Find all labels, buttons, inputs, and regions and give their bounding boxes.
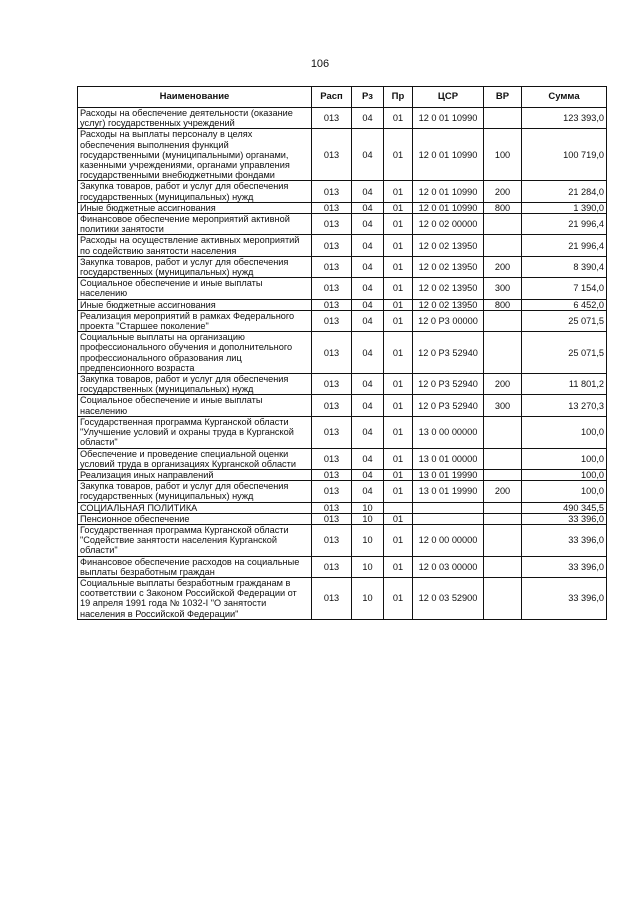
cell-name: Расходы на выплаты персоналу в целях обеспечения выполнения функций государственными (муниципальными) органами, казенными учреждениями, органами управления государственными внебюджетными фондами (78, 129, 312, 181)
cell-vr (484, 469, 522, 480)
cell-vr (484, 332, 522, 374)
cell-csr: 12 0 02 13950 (413, 256, 484, 277)
cell-name: Закупка товаров, работ и услуг для обеспечения государственных (муниципальных) нужд (78, 256, 312, 277)
cell-pr: 01 (384, 202, 413, 213)
page-number: 106 (310, 58, 330, 70)
cell-pr: 01 (384, 129, 413, 181)
budget-table (77, 86, 607, 620)
cell-pr: 01 (384, 481, 413, 502)
column-header-csr: ЦСР (413, 87, 484, 108)
column-header-rz: Рз (352, 87, 384, 108)
cell-sum: 33 396,0 (522, 524, 607, 556)
cell-csr (413, 502, 484, 513)
cell-rasp: 013 (312, 214, 352, 235)
cell-vr (484, 513, 522, 524)
table-row (78, 299, 607, 310)
cell-pr: 01 (384, 278, 413, 299)
cell-rz: 04 (352, 395, 384, 416)
cell-pr: 01 (384, 469, 413, 480)
cell-pr: 01 (384, 214, 413, 235)
cell-sum: 8 390,4 (522, 256, 607, 277)
cell-rz: 10 (352, 556, 384, 577)
cell-csr: 12 0 02 13950 (413, 278, 484, 299)
cell-rasp: 013 (312, 108, 352, 129)
cell-vr: 300 (484, 278, 522, 299)
cell-rasp: 013 (312, 524, 352, 556)
cell-vr (484, 556, 522, 577)
cell-sum: 100,0 (522, 469, 607, 480)
cell-rz: 10 (352, 502, 384, 513)
table-row (78, 524, 607, 556)
cell-sum: 21 996,4 (522, 214, 607, 235)
cell-pr: 01 (384, 332, 413, 374)
cell-name: Закупка товаров, работ и услуг для обеспечения государственных (муниципальных) нужд (78, 181, 312, 202)
table-row (78, 481, 607, 502)
table-row (78, 577, 607, 619)
cell-vr (484, 214, 522, 235)
cell-name: Социальное обеспечение и иные выплаты населению (78, 395, 312, 416)
cell-sum: 25 071,5 (522, 332, 607, 374)
cell-csr: 12 0 02 00000 (413, 214, 484, 235)
cell-rz: 04 (352, 481, 384, 502)
cell-csr: 12 0 P3 52940 (413, 395, 484, 416)
cell-csr (413, 513, 484, 524)
cell-sum: 21 284,0 (522, 181, 607, 202)
cell-rasp: 013 (312, 299, 352, 310)
cell-rz: 10 (352, 577, 384, 619)
table-row (78, 278, 607, 299)
cell-name: Закупка товаров, работ и услуг для обеспечения государственных (муниципальных) нужд (78, 374, 312, 395)
table-row (78, 513, 607, 524)
cell-name: Государственная программа Курганской области "Содействие занятости населения Курганской области" (78, 524, 312, 556)
cell-rz: 04 (352, 256, 384, 277)
cell-pr: 01 (384, 448, 413, 469)
cell-csr: 12 0 P3 00000 (413, 310, 484, 331)
cell-name: Реализация иных направлений (78, 469, 312, 480)
cell-csr: 12 0 03 00000 (413, 556, 484, 577)
cell-csr: 12 0 01 10990 (413, 181, 484, 202)
cell-rz: 04 (352, 469, 384, 480)
cell-rz: 04 (352, 181, 384, 202)
cell-pr: 01 (384, 256, 413, 277)
cell-rasp: 013 (312, 556, 352, 577)
cell-vr (484, 448, 522, 469)
cell-vr (484, 577, 522, 619)
cell-vr: 800 (484, 299, 522, 310)
cell-pr: 01 (384, 299, 413, 310)
table-row (78, 181, 607, 202)
cell-vr: 100 (484, 129, 522, 181)
cell-pr: 01 (384, 577, 413, 619)
cell-name: Расходы на осуществление активных мероприятий по содействию занятости населения (78, 235, 312, 256)
cell-sum: 6 452,0 (522, 299, 607, 310)
table-row (78, 202, 607, 213)
column-header-vr: ВР (484, 87, 522, 108)
table-row (78, 235, 607, 256)
cell-vr (484, 524, 522, 556)
cell-name: Иные бюджетные ассигнования (78, 299, 312, 310)
cell-pr: 01 (384, 395, 413, 416)
cell-name: Пенсионное обеспечение (78, 513, 312, 524)
table-row (78, 332, 607, 374)
cell-name: СОЦИАЛЬНАЯ ПОЛИТИКА (78, 502, 312, 513)
cell-rz: 04 (352, 332, 384, 374)
cell-sum: 33 396,0 (522, 513, 607, 524)
cell-sum: 100,0 (522, 416, 607, 448)
cell-csr: 12 0 01 10990 (413, 108, 484, 129)
cell-vr (484, 108, 522, 129)
cell-rz: 04 (352, 416, 384, 448)
cell-rz: 04 (352, 278, 384, 299)
cell-csr: 12 0 02 13950 (413, 299, 484, 310)
cell-name: Расходы на обеспечение деятельности (оказание услуг) государственных учреждений (78, 108, 312, 129)
cell-rasp: 013 (312, 577, 352, 619)
cell-pr: 01 (384, 181, 413, 202)
cell-name: Закупка товаров, работ и услуг для обеспечения государственных (муниципальных) нужд (78, 481, 312, 502)
cell-sum: 490 345,5 (522, 502, 607, 513)
cell-sum: 13 270,3 (522, 395, 607, 416)
cell-rasp: 013 (312, 513, 352, 524)
cell-rz: 04 (352, 214, 384, 235)
table-row (78, 374, 607, 395)
cell-name: Реализация мероприятий в рамках Федерального проекта "Старшее поколение" (78, 310, 312, 331)
cell-vr: 300 (484, 395, 522, 416)
table-row (78, 256, 607, 277)
cell-pr: 01 (384, 513, 413, 524)
cell-sum: 123 393,0 (522, 108, 607, 129)
cell-csr: 12 0 01 10990 (413, 202, 484, 213)
cell-rz: 10 (352, 513, 384, 524)
cell-vr: 200 (484, 256, 522, 277)
cell-sum: 100 719,0 (522, 129, 607, 181)
cell-vr (484, 235, 522, 256)
cell-pr: 01 (384, 108, 413, 129)
cell-vr (484, 502, 522, 513)
column-header-pr: Пр (384, 87, 413, 108)
cell-sum: 100,0 (522, 448, 607, 469)
table-row (78, 108, 607, 129)
cell-rasp: 013 (312, 278, 352, 299)
cell-sum: 21 996,4 (522, 235, 607, 256)
cell-rasp: 013 (312, 374, 352, 395)
cell-name: Социальные выплаты безработным гражданам в соответствии с Законом Российской Федерации от 19 апреля 1991 года № 1032-I "О занятости населения в Российской Федерации" (78, 577, 312, 619)
cell-sum: 1 390,0 (522, 202, 607, 213)
cell-csr: 12 0 01 10990 (413, 129, 484, 181)
cell-rasp: 013 (312, 395, 352, 416)
cell-rasp: 013 (312, 235, 352, 256)
cell-csr: 12 0 02 13950 (413, 235, 484, 256)
table-row (78, 416, 607, 448)
cell-rasp: 013 (312, 469, 352, 480)
cell-pr (384, 502, 413, 513)
cell-vr: 200 (484, 481, 522, 502)
cell-pr: 01 (384, 235, 413, 256)
table-row (78, 395, 607, 416)
cell-csr: 12 0 P3 52940 (413, 374, 484, 395)
cell-rasp: 013 (312, 502, 352, 513)
cell-name: Социальное обеспечение и иные выплаты населению (78, 278, 312, 299)
cell-rz: 04 (352, 448, 384, 469)
cell-csr: 13 0 01 00000 (413, 448, 484, 469)
table-row (78, 448, 607, 469)
cell-csr: 13 0 01 19990 (413, 469, 484, 480)
table-header-row (78, 87, 607, 108)
cell-vr (484, 416, 522, 448)
cell-pr: 01 (384, 416, 413, 448)
cell-csr: 12 0 03 52900 (413, 577, 484, 619)
cell-csr: 12 0 00 00000 (413, 524, 484, 556)
cell-sum: 11 801,2 (522, 374, 607, 395)
cell-rz: 10 (352, 524, 384, 556)
cell-name: Социальные выплаты на организацию профессионального обучения и дополнительного профессионального образования лиц предпенсионного возраста (78, 332, 312, 374)
cell-vr: 200 (484, 181, 522, 202)
cell-rasp: 013 (312, 416, 352, 448)
cell-name: Государственная программа Курганской области "Улучшение условий и охраны труда в Курганской области" (78, 416, 312, 448)
cell-rasp: 013 (312, 256, 352, 277)
cell-rasp: 013 (312, 448, 352, 469)
cell-name: Обеспечение и проведение специальной оценки условий труда в организациях Курганской области (78, 448, 312, 469)
cell-csr: 13 0 01 19990 (413, 481, 484, 502)
cell-rasp: 013 (312, 481, 352, 502)
cell-sum: 100,0 (522, 481, 607, 502)
cell-rz: 04 (352, 374, 384, 395)
cell-pr: 01 (384, 556, 413, 577)
cell-name: Финансовое обеспечение расходов на социальные выплаты безработным граждан (78, 556, 312, 577)
cell-rasp: 013 (312, 129, 352, 181)
cell-rz: 04 (352, 202, 384, 213)
cell-pr: 01 (384, 524, 413, 556)
cell-rz: 04 (352, 129, 384, 181)
table-row (78, 469, 607, 480)
table-row (78, 502, 607, 513)
cell-sum: 25 071,5 (522, 310, 607, 331)
table-row (78, 556, 607, 577)
cell-sum: 33 396,0 (522, 577, 607, 619)
column-header-rasp: Расп (312, 87, 352, 108)
cell-rasp: 013 (312, 332, 352, 374)
cell-vr: 800 (484, 202, 522, 213)
cell-vr: 200 (484, 374, 522, 395)
cell-rasp: 013 (312, 202, 352, 213)
column-header-name: Наименование (78, 87, 312, 108)
cell-sum: 33 396,0 (522, 556, 607, 577)
cell-pr: 01 (384, 310, 413, 331)
cell-sum: 7 154,0 (522, 278, 607, 299)
cell-rasp: 013 (312, 310, 352, 331)
table-row (78, 310, 607, 331)
cell-csr: 12 0 P3 52940 (413, 332, 484, 374)
cell-csr: 13 0 00 00000 (413, 416, 484, 448)
cell-pr: 01 (384, 374, 413, 395)
cell-rz: 04 (352, 310, 384, 331)
column-header-sum: Сумма (522, 87, 607, 108)
cell-vr (484, 310, 522, 331)
cell-rz: 04 (352, 108, 384, 129)
cell-rz: 04 (352, 235, 384, 256)
cell-name: Иные бюджетные ассигнования (78, 202, 312, 213)
cell-rz: 04 (352, 299, 384, 310)
table-row (78, 214, 607, 235)
cell-rasp: 013 (312, 181, 352, 202)
cell-name: Финансовое обеспечение мероприятий активной политики занятости (78, 214, 312, 235)
table-row (78, 129, 607, 181)
